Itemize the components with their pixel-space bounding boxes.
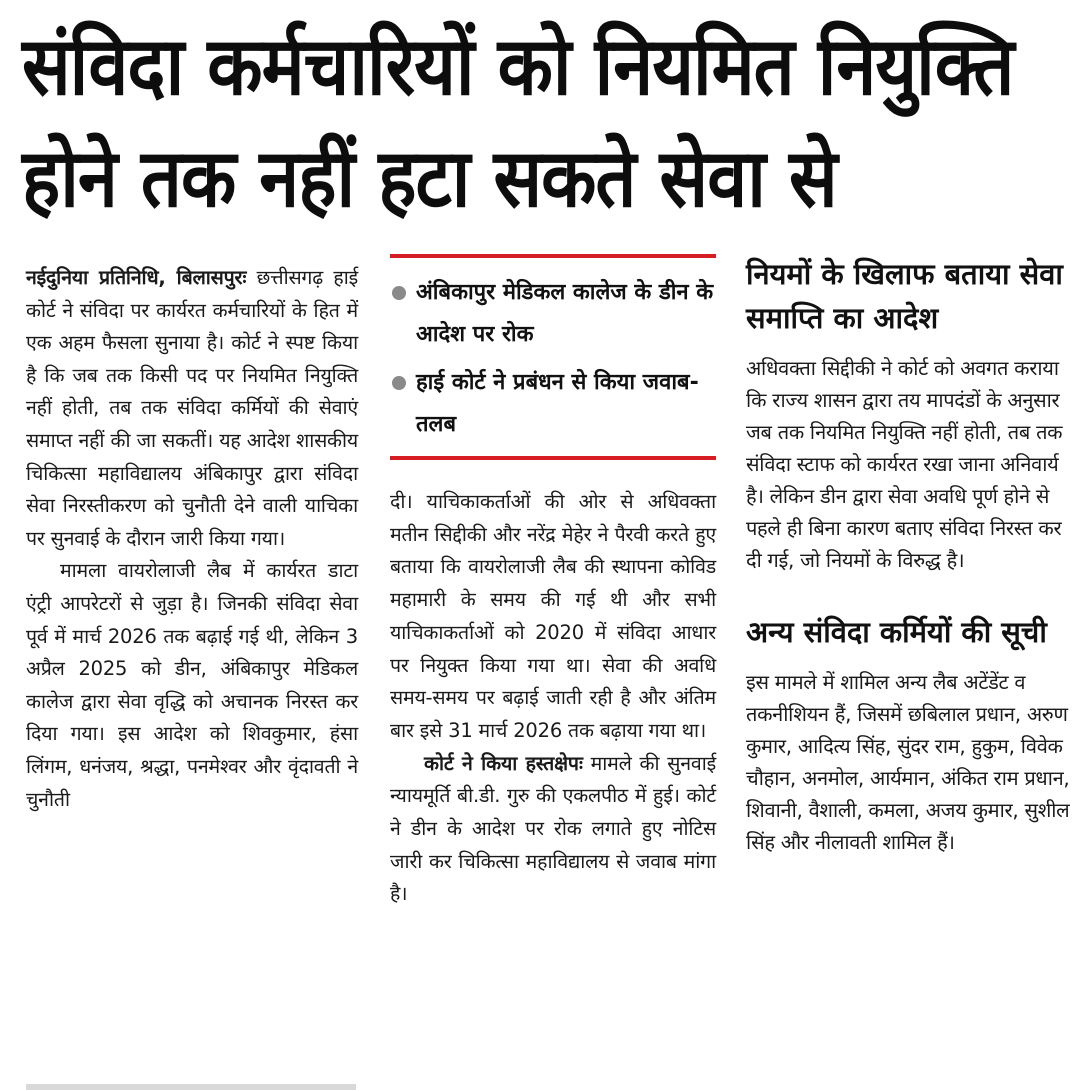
sidebar-heading-2: अन्य संविदा कर्मियों की सूची [746, 615, 1047, 649]
column1-paragraph-1 [26, 262, 358, 555]
column2-paragraph-2 [390, 748, 716, 912]
column1-paragraph-2: मामला वायरोलाजी लैब में कार्यरत डाटा एंट्री आपरेटरों से जुड़ा है। जिनकी संविदा सेवा पूर्व में मार्च 2026 तक बढ़ाई गई थी, लेकिन 3 अप्रैल 2025 को डीन, अंबिकापुर मेडिकल कालेज द्वारा सेवा वृद्धि को अचानक निरस्त कर दिया गया। इस आदेश को शिवकुमार, हंसा लिंगम, धनंजय, श्रद्धा, पनमेश्वर और वृंदावती ने चुनौती [26, 559, 358, 811]
kicker-item [390, 362, 716, 446]
article-column-1 [26, 262, 358, 816]
sidebar-text-2: इस मामले में शामिल अन्य लैब अटेंडेंट व तकनीशियन हैं, जिसमें छबिलाल प्रधान, अरुण कुमार, आदित्य सिंह, सुंदर राम, हुकुम, विवेक चौहान, अनमोल, आर्यमान, अंकित राम प्रधान, शिवानी, वैशाली, कमला, अजय कुमार, सुशील सिंह और नीलावती शामिल हैं। [746, 670, 1070, 854]
sidebar-column [746, 252, 1071, 858]
kicker-box [390, 254, 716, 460]
kicker-text-2: हाई कोर्ट ने प्रबंधन से किया जवाब-तलब [416, 370, 699, 437]
inline-subhead: कोर्ट ने किया हस्तक्षेपः [424, 751, 583, 775]
headline [22, 10, 1072, 234]
article-column-2 [390, 254, 716, 911]
sidebar-heading-1: नियमों के खिलाफ बताया सेवा समाप्ति का आदेश [746, 257, 1063, 335]
headline-line-1: संविदा कर्मचारियों को नियमित नियुक्ति [22, 18, 1014, 114]
column2-paragraph-1: दी। याचिकाकर्ताओं की ओर से अधिवक्ता मतीन सिद्दीकी और नरेंद्र मेहेर ने पैरवी करते हुए बताया कि वायरोलाजी लैब की स्थापना कोविड महामारी के समय की गई थी और सभी याचिकाकर्ताओं को 2020 में संविदा आधार पर नियुक्त किया गया था। सेवा की अवधि समय-समय पर बढ़ाई जाती रही है और अंतिम बार इसे 31 मार्च 2026 तक बढ़ाया गया था। [390, 490, 716, 742]
bullet-icon [392, 376, 406, 390]
sidebar-text-1: अधिवक्ता सिद्दीकी ने कोर्ट को अवगत कराया कि राज्य शासन द्वारा तय मापदंडों के अनुसार जब तक नियमित नियुक्ति नहीं होती, तब तक संविदा स्टाफ को कार्यरत रखा जाना अनिवार्य है। लेकिन डीन द्वारा सेवा अवधि पूर्ण होने से पहले ही बिना कारण बताए संविदा निरस्त कर दी गई, जो नियमों के विरुद्ध है। [746, 356, 1063, 572]
bottom-divider [26, 1084, 356, 1090]
kicker-item [390, 272, 716, 356]
headline-line-2: होने तक नहीं हटा सकते सेवा से [22, 130, 837, 226]
bullet-icon [392, 286, 406, 300]
column1-para1-text: छत्तीसगढ़ हाई कोर्ट ने संविदा पर कार्यरत कर्मचारियों के हित में एक अहम फैसला सुनाया है। कोर्ट ने स्पष्ट किया है कि जब तक किसी पद पर नियमित नियुक्ति नहीं होती, तब तक संविदा कर्मियों की सेवाएं समाप्त नहीं की जा सकतीं। यह आदेश शासकीय चिकित्सा महाविद्यालय अंबिकापुर द्वारा संविदा सेवा निरस्तीकरण को चुनौती देने वाली याचिका पर सुनवाई के दौरान जारी किया गया। [26, 266, 358, 550]
sidebar-block-2 [746, 610, 1071, 858]
kicker-text-1: अंबिकापुर मेडिकल कालेज के डीन के आदेश पर रोक [416, 280, 714, 347]
column2-para2-text: मामले की सुनवाई न्यायमूर्ति बी.डी. गुरु की एकलपीठ में हुई। कोर्ट ने डीन के आदेश पर रोक लगाते हुए नोटिस जारी कर चिकित्सा महाविद्यालय से जवाब मांगा है। [390, 751, 716, 906]
byline: नईदुनिया प्रतिनिधि, बिलासपुरः [26, 266, 247, 289]
